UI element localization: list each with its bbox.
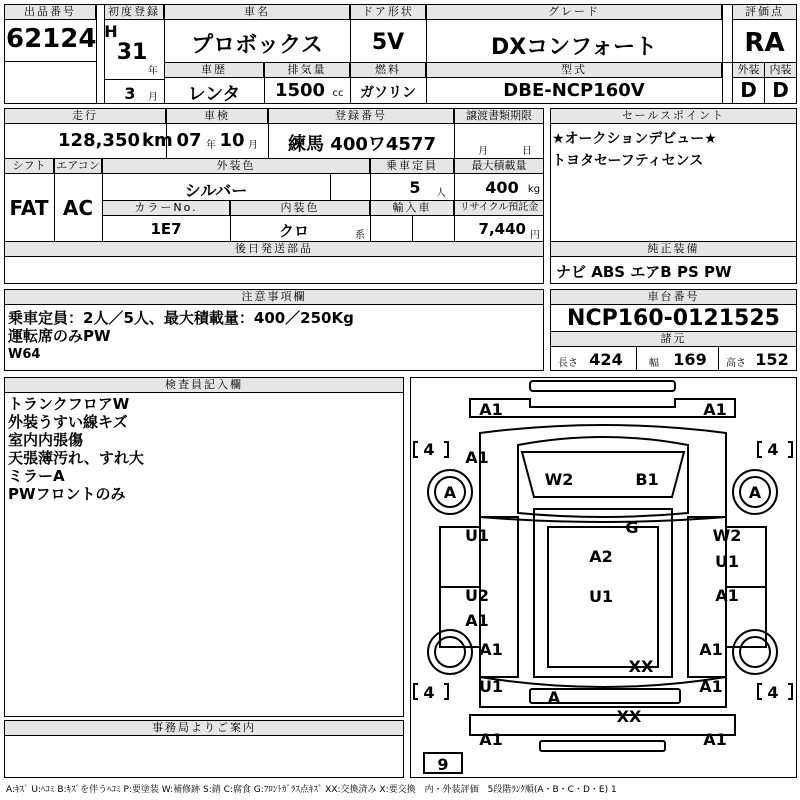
mark-rear-bumper-xx: XX	[616, 707, 642, 726]
fuel: ガソリン	[360, 85, 416, 101]
mark-rear-light: A	[547, 688, 561, 707]
registration-label: 登録番号	[268, 108, 454, 124]
spec-label: 諸元	[550, 331, 797, 347]
mark-roof-u1: U1	[588, 587, 614, 606]
capacity: 5	[409, 178, 421, 197]
mark-rear-corner-left-u1: U1	[478, 677, 504, 696]
score: RA	[744, 28, 785, 58]
color-label: 外装色	[102, 158, 370, 174]
interior-color-label: 内装色	[230, 200, 370, 216]
mileage-label: 走行	[4, 108, 166, 124]
length: 424	[589, 350, 623, 369]
mark-rear-corner-right: A1	[699, 677, 723, 696]
displacement-unit: cc	[332, 88, 344, 99]
inspector-line-5: ミラーA	[8, 467, 65, 485]
interior-color: クロ	[278, 222, 309, 240]
car-name: プロボックス	[191, 33, 323, 58]
inspection-month-unit: 月	[248, 140, 258, 151]
color-no: 1E7	[150, 220, 182, 238]
transfer-deadline-label: 譲渡書類期限	[454, 108, 544, 124]
mark-fender-front-left: A1	[465, 448, 489, 467]
selling-point-1: ★オークションデビュー★	[552, 131, 717, 147]
import-label: 輸入車	[370, 200, 454, 216]
mark-wheel-front-left: A	[443, 483, 457, 502]
mark-front-bumper-right: A1	[703, 400, 727, 419]
inspection-label: 車検	[166, 108, 268, 124]
inspection-year: 07	[176, 130, 202, 151]
exterior-color: シルバー	[184, 181, 248, 200]
tire-front-left: 4	[423, 440, 435, 459]
exterior-grade: D	[740, 78, 757, 102]
transfer-day: 日	[522, 146, 532, 157]
width-label: 幅	[649, 358, 659, 369]
capacity-label: 乗車定員	[370, 158, 454, 174]
first-reg-month: 3	[124, 84, 136, 103]
inspector-line-2: 外装うすい線キズ	[8, 413, 128, 431]
interior-label: 内装	[764, 62, 797, 78]
interior-grade: D	[772, 78, 789, 102]
inspector-line-1: トランクフロアW	[8, 395, 130, 413]
lot-number: 62124	[6, 24, 97, 54]
month-unit: 月	[148, 92, 158, 103]
mark-back-door: XX	[628, 657, 654, 676]
mark-rear-door-left-a1: A1	[465, 611, 489, 630]
max-load-unit: kg	[527, 184, 541, 195]
capacity-unit: 人	[436, 188, 446, 199]
registration-number: 練馬 400ワ4577	[288, 134, 436, 155]
max-load-label: 最大積載量	[454, 158, 544, 174]
mark-front-door-right-u1: U1	[714, 552, 740, 571]
door-label: ドア形状	[350, 4, 426, 20]
door-type: 5V	[371, 30, 405, 55]
color-no-label: カラーNo.	[102, 200, 230, 216]
mark-wheel-front-right: A	[748, 483, 762, 502]
history-label: 車歴	[164, 62, 264, 78]
chassis-label: 車台番号	[550, 289, 797, 305]
history: レンタ	[187, 84, 241, 105]
mileage: 128,350	[58, 130, 140, 151]
displacement: 1500	[274, 80, 326, 101]
caution-line-2: 運転席のみPW	[8, 327, 111, 345]
mark-quarter-right: A1	[699, 640, 723, 659]
caution-line-3: W64	[8, 347, 41, 362]
selling-point-label: セールスポイント	[550, 108, 797, 124]
exterior-label: 外装	[732, 62, 765, 78]
tire-rear-left: 4	[423, 683, 435, 702]
mark-quarter-left: A1	[479, 640, 503, 659]
mark-rear-bumper-left: A1	[479, 730, 503, 749]
mark-front-door-right-w2: W2	[712, 526, 742, 545]
legend: A:ｷｽﾞ U:ﾍｺﾐ B:ｷｽﾞを伴うﾍｺﾐ P:要塗装 W:補修跡 S:錆 C:腐食 G:ﾌﾛﾝﾄｶﾞﾗｽ点ｷｽﾞ XX:交換済み X:要交換 内・外装評価 5段階ﾗﾝｸ順(A・B・C・D・E) 1	[6, 785, 617, 795]
max-load: 400	[485, 178, 519, 197]
selling-point-2: トヨタセーフティセンス	[552, 153, 704, 169]
tire-rear-right: 4	[767, 683, 779, 702]
era: H	[104, 22, 118, 41]
inspection-year-unit: 年	[206, 140, 216, 151]
mark-front-door-left: U1	[464, 526, 490, 545]
mark-roof-a2: A2	[589, 547, 613, 566]
caution-label: 注意事項欄	[4, 289, 544, 305]
tire-front-right: 4	[767, 440, 779, 459]
chassis-number: NCP160-0121525	[567, 306, 780, 331]
year-unit: 年	[148, 66, 158, 77]
lot-number-label: 出品番号	[4, 4, 96, 20]
mileage-unit: km	[142, 130, 173, 151]
ac-label: エアコン	[54, 158, 102, 174]
inspector-line-6: PWフロントのみ	[8, 485, 126, 503]
inspection-month: 10	[219, 130, 245, 151]
mark-windshield: G	[625, 518, 639, 537]
air-conditioner: AC	[62, 196, 94, 220]
fuel-label: 燃料	[350, 62, 426, 78]
inspector-line-4: 天張薄汚れ、すれ大	[8, 449, 144, 467]
caution-line-1: 乗車定員：2人／5人、最大積載量：400／250Kg	[8, 309, 354, 327]
length-label: 長さ	[558, 358, 578, 369]
inspector-label: 検査員記入欄	[4, 377, 404, 393]
mark-rear-bumper-right: A1	[703, 730, 727, 749]
transfer-month: 月	[478, 146, 488, 157]
first-reg-year: 31	[116, 40, 148, 65]
tire-spare: 9	[437, 755, 449, 774]
score-label: 評価点	[732, 4, 797, 20]
first-registration-label: 初度登録	[104, 4, 164, 20]
grade: DXコンフォート	[490, 35, 658, 60]
interior-color-unit: 系	[355, 230, 365, 241]
inspector-line-3: 室内内張傷	[8, 431, 84, 449]
shift: FAT	[9, 196, 49, 220]
office-label: 事務局よりご案内	[4, 720, 404, 736]
height-label: 高さ	[726, 358, 746, 369]
recycle-label: リサイクル預託金	[454, 200, 544, 216]
displacement-label: 排気量	[264, 62, 350, 78]
grade-label: グレード	[426, 4, 722, 20]
car-outline	[410, 377, 797, 778]
model-label: 型式	[426, 62, 722, 78]
equipment-label: 純正装備	[550, 241, 797, 257]
shift-label: シフト	[4, 158, 54, 174]
equipment: ナビ ABS エアB PS PW	[556, 263, 732, 281]
mark-hood-b1: B1	[635, 470, 659, 489]
mark-rear-door-right: A1	[715, 586, 739, 605]
recycle-deposit: 7,440	[478, 220, 526, 238]
width: 169	[673, 350, 707, 369]
mark-hood-w2: W2	[544, 470, 574, 489]
car-name-label: 車名	[164, 4, 350, 20]
mark-rear-door-left-u2: U2	[464, 586, 490, 605]
model: DBE-NCP160V	[503, 80, 645, 101]
recycle-unit: 円	[530, 230, 540, 241]
later-parts-label: 後日発送部品	[4, 241, 544, 257]
mark-front-bumper-left: A1	[479, 400, 503, 419]
height: 152	[755, 350, 789, 369]
